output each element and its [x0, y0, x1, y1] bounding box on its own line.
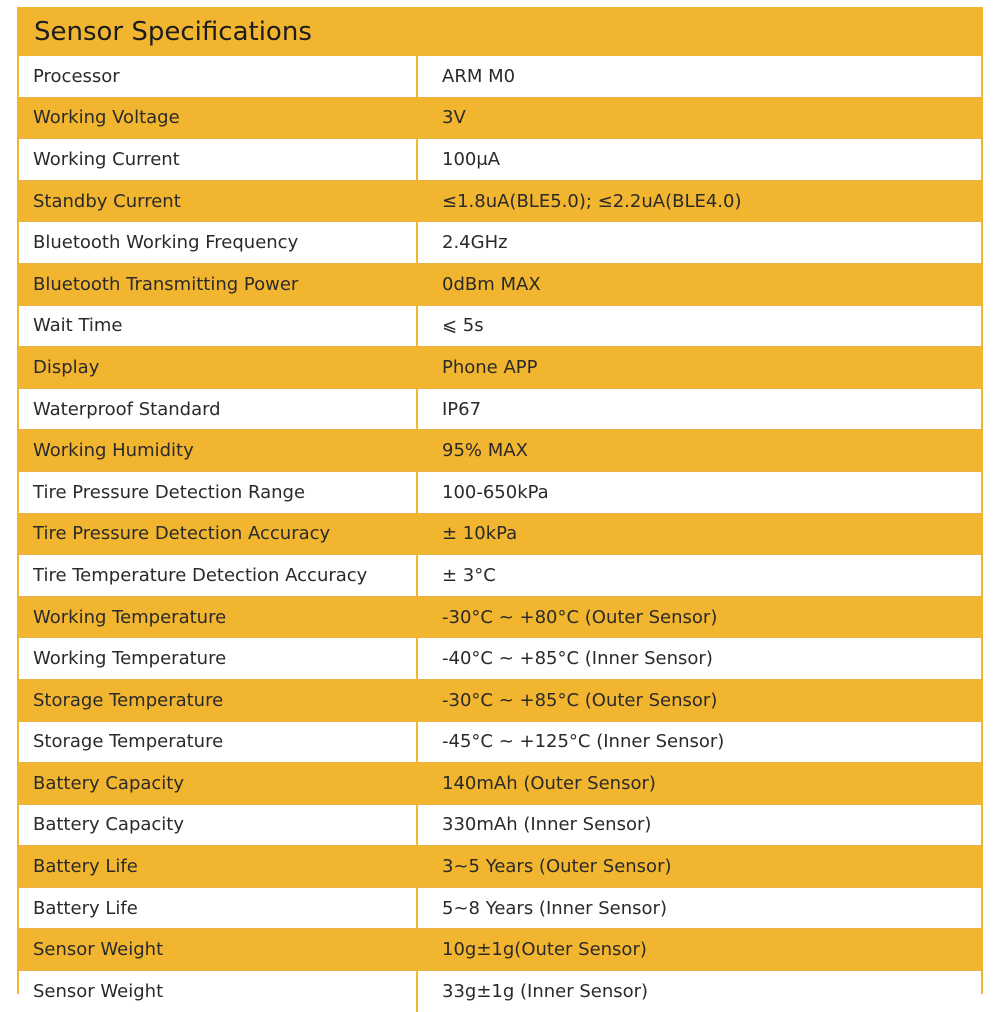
spec-value: ± 3°C	[417, 555, 981, 597]
spec-label: Battery Life	[19, 887, 417, 929]
spec-label: Bluetooth Transmitting Power	[19, 263, 417, 305]
spec-label: Processor	[19, 56, 417, 97]
spec-value: 5~8 Years (Inner Sensor)	[417, 887, 981, 929]
spec-row	[19, 139, 981, 181]
spec-row	[19, 804, 981, 846]
spec-label: Tire Temperature Detection Accuracy	[19, 555, 417, 597]
spec-label: Bluetooth Working Frequency	[19, 222, 417, 264]
spec-label: Working Temperature	[19, 596, 417, 638]
spec-row	[19, 929, 981, 971]
spec-value: 0dBm MAX	[417, 263, 981, 305]
spec-value: ⩽ 5s	[417, 305, 981, 347]
spec-label: Standby Current	[19, 180, 417, 222]
spec-value: -45°C ~ +125°C (Inner Sensor)	[417, 721, 981, 763]
spec-label: Working Temperature	[19, 638, 417, 680]
spec-row	[19, 887, 981, 929]
spec-label: Battery Capacity	[19, 804, 417, 846]
spec-value: 3~5 Years (Outer Sensor)	[417, 846, 981, 888]
spec-value: ≤1.8uA(BLE5.0); ≤2.2uA(BLE4.0)	[417, 180, 981, 222]
spec-label: Tire Pressure Detection Range	[19, 471, 417, 513]
spec-row	[19, 388, 981, 430]
spec-table-body	[19, 56, 981, 1012]
spec-table	[19, 56, 981, 1012]
spec-row	[19, 56, 981, 97]
spec-label: Battery Capacity	[19, 763, 417, 805]
spec-label: Sensor Weight	[19, 971, 417, 1012]
spec-value: 100-650kPa	[417, 471, 981, 513]
spec-row	[19, 263, 981, 305]
spec-title: Sensor Specifications	[34, 17, 312, 47]
spec-value: Phone APP	[417, 347, 981, 389]
spec-value: -30°C ~ +85°C (Outer Sensor)	[417, 679, 981, 721]
spec-row	[19, 471, 981, 513]
spec-row	[19, 430, 981, 472]
spec-label: Display	[19, 347, 417, 389]
spec-value: ± 10kPa	[417, 513, 981, 555]
spec-row	[19, 555, 981, 597]
spec-value: 140mAh (Outer Sensor)	[417, 763, 981, 805]
spec-label: Tire Pressure Detection Accuracy	[19, 513, 417, 555]
spec-label: Working Voltage	[19, 97, 417, 139]
spec-row	[19, 180, 981, 222]
spec-row	[19, 971, 981, 1012]
spec-label: Battery Life	[19, 846, 417, 888]
spec-value: 10g±1g(Outer Sensor)	[417, 929, 981, 971]
spec-value: ARM M0	[417, 56, 981, 97]
spec-sheet	[17, 7, 983, 1002]
spec-value: 100μA	[417, 139, 981, 181]
spec-row	[19, 763, 981, 805]
spec-value: 95% MAX	[417, 430, 981, 472]
spec-value: 3V	[417, 97, 981, 139]
spec-value: 330mAh (Inner Sensor)	[417, 804, 981, 846]
spec-label: Storage Temperature	[19, 679, 417, 721]
spec-value: IP67	[417, 388, 981, 430]
spec-row	[19, 305, 981, 347]
spec-row	[19, 97, 981, 139]
spec-row	[19, 513, 981, 555]
spec-label: Sensor Weight	[19, 929, 417, 971]
spec-row	[19, 347, 981, 389]
spec-value: 2.4GHz	[417, 222, 981, 264]
spec-label: Wait Time	[19, 305, 417, 347]
spec-value: -40°C ~ +85°C (Inner Sensor)	[417, 638, 981, 680]
spec-label: Working Current	[19, 139, 417, 181]
spec-row	[19, 846, 981, 888]
spec-value: 33g±1g (Inner Sensor)	[417, 971, 981, 1012]
spec-value: -30°C ~ +80°C (Outer Sensor)	[417, 596, 981, 638]
spec-row	[19, 721, 981, 763]
spec-row	[19, 596, 981, 638]
spec-row	[19, 679, 981, 721]
spec-row	[19, 638, 981, 680]
spec-label: Storage Temperature	[19, 721, 417, 763]
spec-row	[19, 222, 981, 264]
spec-label: Working Humidity	[19, 430, 417, 472]
spec-label: Waterproof Standard	[19, 388, 417, 430]
